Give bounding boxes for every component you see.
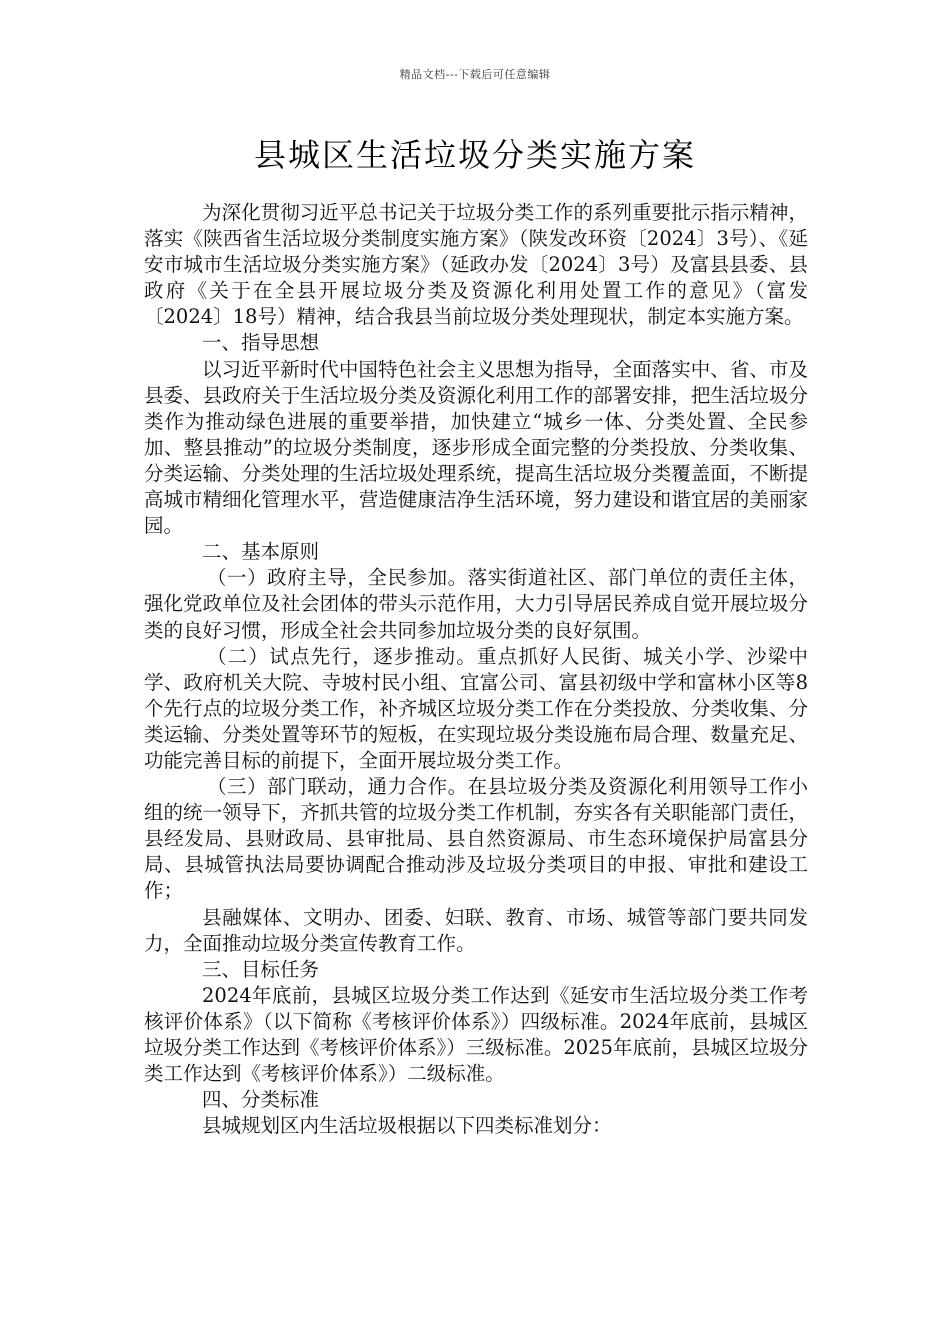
intro-paragraph: 为深化贯彻习近平总书记关于垃圾分类工作的系列重要批示指示精神，落实《陕西省生活垃圾分类制度实施方案》（陕发改环资〔2024〕3号）、《延安市城市生活垃圾分类实施方案》（延政办发〔2024〕3号）及富县县委、县政府《关于在全县开展垃圾分类及资源化利用处置工作的意见》（富发〔2024〕18号）精神，结合我县当前垃圾分类处理现状，制定本实施方案。 (144, 201, 808, 329)
section-heading-guiding-ideology: 一、指导思想 (202, 331, 320, 355)
header-note: 精品文档---下载后可任意编辑 (399, 68, 551, 81)
principle-one: （一）政府主导，全民参加。落实街道社区、部门单位的责任主体，强化党政单位及社会团体的带头示范作用，大力引导居民养成自觉开展垃圾分类的良好习惯，形成全社会共同参加垃圾分类的良好氛围。 (144, 566, 808, 642)
paragraph-publicity: 县融媒体、文明办、团委、妇联、教育、市场、城管等部门要共同发力，全面推动垃圾分类宣传教育工作。 (144, 905, 808, 955)
section-heading-target-tasks: 三、目标任务 (202, 957, 320, 981)
document-title: 县城区生活垃圾分类实施方案 (253, 136, 696, 174)
paragraph-target-tasks: 2024年底前，县城区垃圾分类工作达到《延安市生活垃圾分类工作考核评价体系》（以下简称《考核评价体系》）四级标准。2024年底前，县城区垃圾分类工作达到《考核评价体系》）三级标准。2025年底前，县城区垃圾分类工作达到《考核评价体系》）二级标准。 (144, 983, 808, 1086)
section-heading-classification-standards: 四、分类标准 (202, 1088, 320, 1112)
principle-three: （三）部门联动，通力合作。在县垃圾分类及资源化利用领导工作小组的统一领导下，齐抓共管的垃圾分类工作机制，夯实各有关职能部门责任，县经发局、县财政局、县审批局、县自然资源局、市生态环境保护局富县分局、县城管执法局要协调配合推动涉及垃圾分类项目的申报、审批和建设工作； (144, 775, 808, 903)
paragraph-guiding-ideology: 以习近平新时代中国特色社会主义思想为指导，全面落实中、省、市及县委、县政府关于生活垃圾分类及资源化利用工作的部署安排，把生活垃圾分类作为推动绿色进展的重要举措，加快建立“城乡一体、分类处置、全民参加、整县推动”的垃圾分类制度，逐步形成全面完整的分类投放、分类收集、分类运输、分类处理的生活垃圾处理系统，提高生活垃圾分类覆盖面，不断提高城市精细化管理水平，营造健康洁净生活环境，努力建设和谐宜居的美丽家园。 (144, 357, 808, 538)
paragraph-classification-standards: 县城规划区内生活垃圾根据以下四类标准划分： (202, 1114, 612, 1138)
section-heading-basic-principles: 二、基本原则 (202, 540, 320, 564)
principle-two: （二）试点先行，逐步推动。重点抓好人民街、城关小学、沙梁中学、政府机关大院、寺坡村民小组、宜富公司、富县初级中学和富林小区等8个先行点的垃圾分类工作，补齐城区垃圾分类工作在分类投放、分类收集、分类运输、分类处置等环节的短板，在实现垃圾分类设施布局合理、数量充足、功能完善目标的前提下，全面开展垃圾分类工作。 (144, 644, 808, 772)
document-body (144, 200, 808, 1139)
